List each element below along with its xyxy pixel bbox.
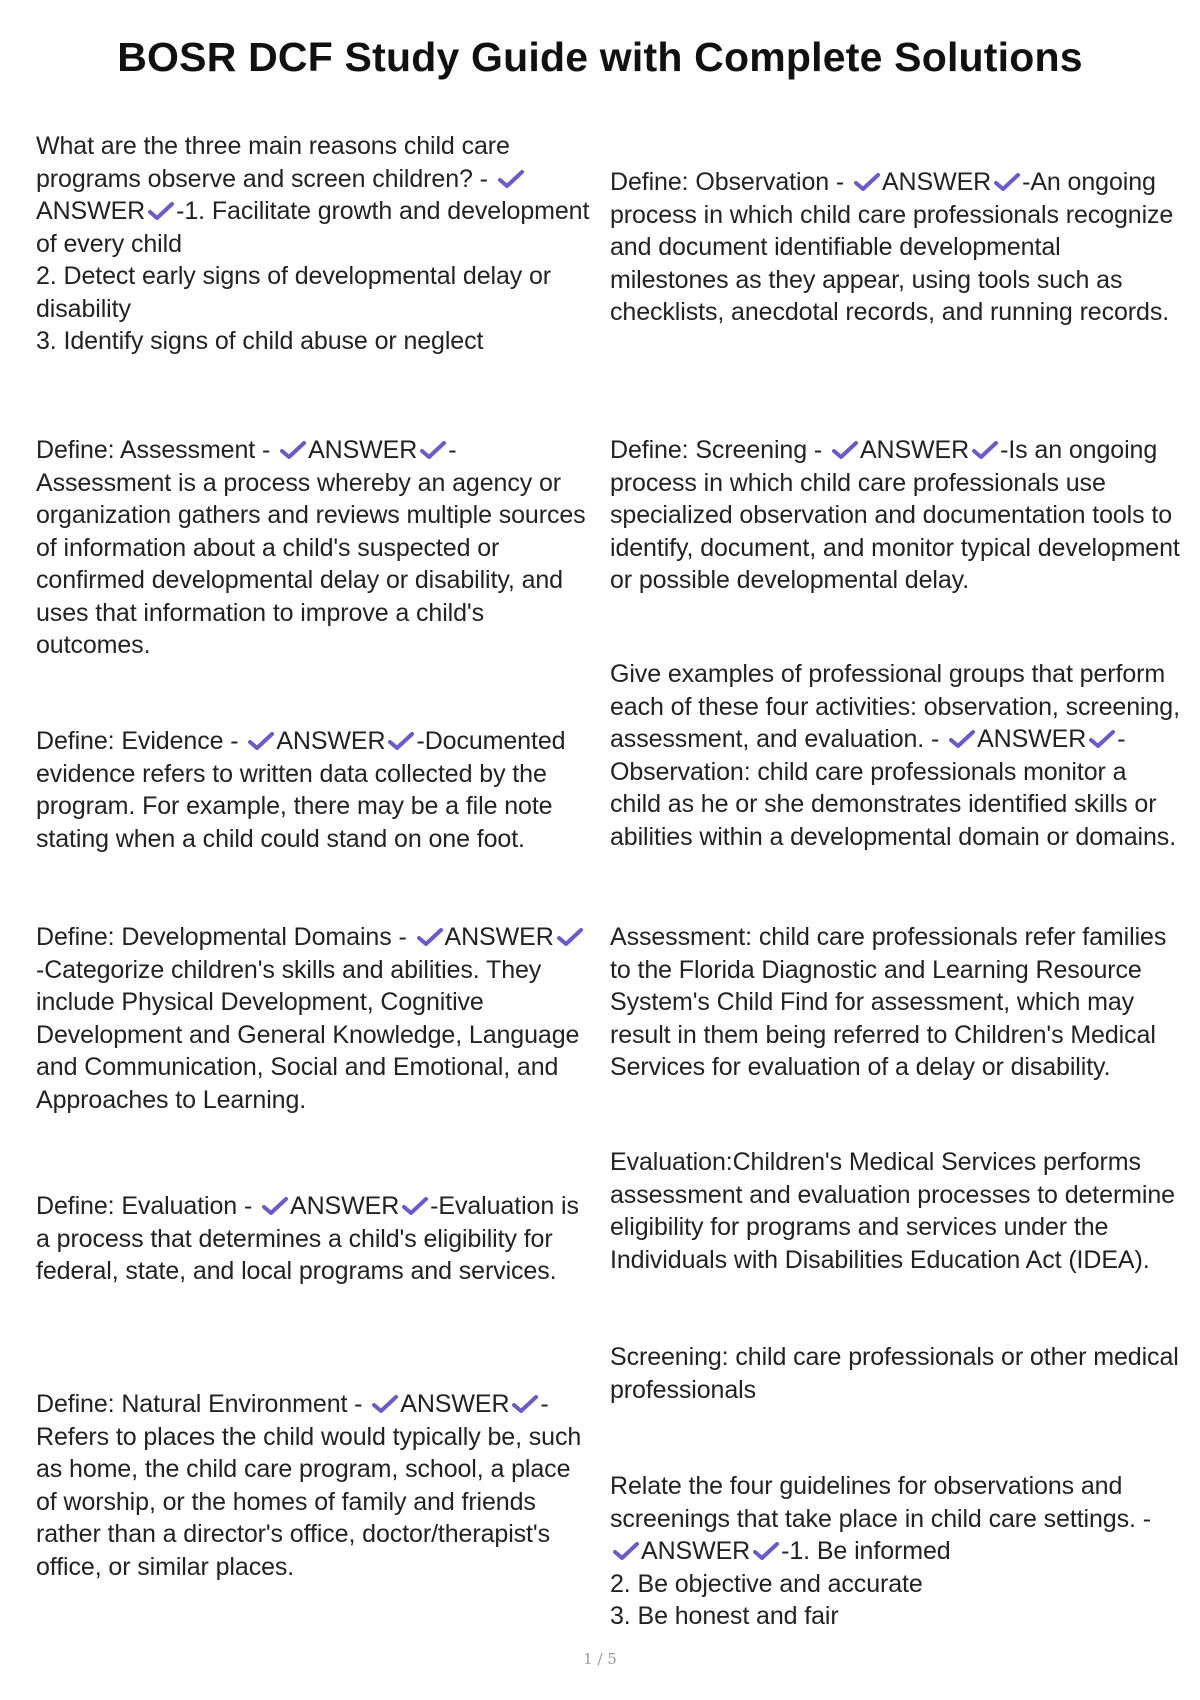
question-text: Define: Assessment - (36, 436, 278, 464)
answer-text: -Is an ongoing process in which child care professionals use specialized observation and documentation tools to identify, document, and monitor typical development or possible developmental delay. (610, 436, 1180, 594)
question-text: What are the three main reasons child care programs observe and screen children? - (36, 132, 510, 193)
check-icon (512, 1395, 538, 1413)
check-icon (832, 441, 858, 459)
qa-item-developmental-domains (36, 921, 591, 1116)
answer-text: -Documented evidence refers to written data collected by the program. For example, there may be a file note stating when a child could stand on one foot. (36, 727, 566, 853)
answer-label: ANSWER (276, 727, 386, 755)
check-icon (417, 928, 443, 946)
answer-label: ANSWER (641, 1537, 751, 1565)
check-icon (148, 202, 174, 220)
check-icon (949, 730, 975, 748)
answer-line: 3. Be honest and fair (610, 1602, 839, 1630)
qa-item-evaluation (36, 1190, 591, 1288)
check-icon (248, 732, 274, 750)
answer-label: ANSWER (881, 168, 992, 196)
page-title: BOSR DCF Study Guide with Complete Solutions (117, 34, 1083, 80)
check-icon (557, 928, 583, 946)
page-number: 1 / 5 (583, 1650, 617, 1668)
answer-text: -1. Be informed (781, 1537, 951, 1565)
answer-line: of worship, or the homes of family and friends rather than a director's office, doctor/therapist's office, or similar places. (36, 1487, 550, 1581)
check-icon (613, 1542, 639, 1560)
answer-label: ANSWER (444, 923, 554, 951)
answer-label: ANSWER (400, 1390, 510, 1418)
check-icon (498, 170, 524, 188)
qa-item-reasons-observe-screen (36, 130, 591, 358)
check-icon (402, 1197, 428, 1215)
question-text: Define: Evidence - (36, 727, 246, 755)
answer-label: ANSWER (859, 436, 970, 464)
answer-text: -Categorize children's skills and abilities. They include Physical Development, Cognitive Development and General Knowledge, Language and Communication, Social and Emotional, and Approaches to Learning. (36, 955, 580, 1114)
paragraph-evaluation-groups: Evaluation:Children's Medical Services performs assessment and evaluation processes to determine eligibility for programs and services under the Individuals with Disabilities Education Act (IDEA). (610, 1148, 1175, 1274)
check-icon (262, 1197, 288, 1215)
qa-item-natural-environment (36, 1388, 591, 1583)
qa-item-observation (610, 166, 1180, 329)
check-icon (420, 441, 446, 459)
question-text: Define: Developmental Domains - (36, 923, 414, 951)
answer-text: -Assessment is a process whereby an agency or organization gathers and reviews multiple sources of information about a child's suspected or confirmed developmental delay or disability, and uses that information to improve a child's outcomes. (36, 436, 586, 659)
answer-text: -Evaluation is a process that determines a child's eligibility for federal, state, and local programs and services. (36, 1192, 579, 1285)
check-icon (972, 441, 998, 459)
check-icon (1089, 730, 1115, 748)
question-text: Define: Natural Environment - (36, 1390, 370, 1418)
answer-label: ANSWER (36, 197, 146, 225)
answer-text: -1. Facilitate growth and development of every child (36, 197, 590, 258)
answer-text: -Observation: child care professionals monitor a child as he or she demonstrates identified skills or abilities within a developmental domain or domains. (610, 725, 1177, 851)
qa-item-professional-groups (610, 658, 1180, 853)
answer-line: 3. Identify signs of child abuse or neglect (36, 327, 484, 355)
answer-label: ANSWER (290, 1192, 400, 1220)
answer-text: -Refers to places the child would typically be, such as home, the child care program, school, a place (36, 1390, 582, 1483)
paragraph-assessment-groups: Assessment: child care professionals refer families to the Florida Diagnostic and Learning Resource System's Child Find for assessment, which may result in them being referred to Children's Medical Services for evaluation of a delay or disability. (610, 923, 1167, 1081)
qa-item-evidence (36, 725, 591, 855)
answer-line: 2. Detect early signs of developmental delay or disability (36, 262, 552, 323)
qa-item-assessment (36, 434, 591, 662)
check-icon (388, 732, 414, 750)
check-icon (372, 1395, 398, 1413)
question-text: Define: Screening - (610, 436, 829, 464)
answer-line: 2. Be objective and accurate (610, 1569, 923, 1598)
qa-item-screening (610, 434, 1180, 597)
check-icon (280, 441, 306, 459)
paragraph-screening-groups: Screening: child care professionals or other medical professionals (610, 1343, 1179, 1404)
answer-label: ANSWER (977, 725, 1087, 753)
check-icon (753, 1542, 779, 1560)
check-icon (994, 173, 1020, 191)
qa-item-four-guidelines (610, 1470, 1180, 1633)
question-text: Define: Observation - (610, 168, 851, 196)
check-icon (854, 173, 880, 191)
question-text: Give examples of professional groups that perform each of these four activities: observation, screening, assessment, and evaluation. - (610, 660, 1180, 753)
answer-label: ANSWER (308, 436, 418, 464)
answer-text: -An ongoing process in which child care professionals recognize and document identifiable developmental milestones as they appear, using tools such as checklists, anecdotal records, and running records. (610, 168, 1174, 326)
question-text: Define: Evaluation - (36, 1192, 260, 1220)
question-text: Relate the four guidelines for observations and screenings that take place in child care settings. - (610, 1472, 1151, 1533)
